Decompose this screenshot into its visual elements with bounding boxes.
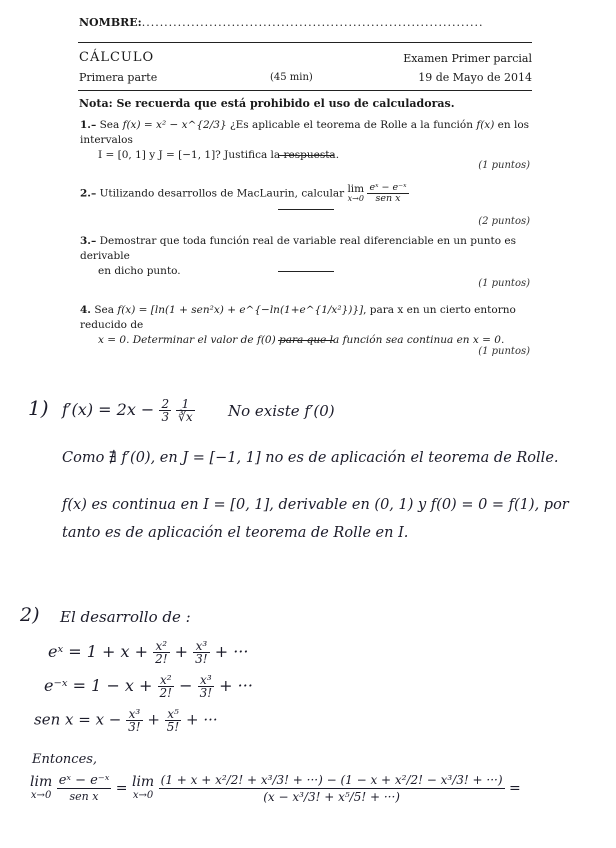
question-text: en dicho punto. xyxy=(98,265,181,277)
question-separator xyxy=(278,209,334,210)
fraction-numerator: x² xyxy=(153,640,169,653)
limit-fraction xyxy=(367,183,408,204)
question-math: f(x) xyxy=(476,119,495,131)
limit-operator xyxy=(347,184,364,204)
fraction-denominator: sen x xyxy=(69,790,99,803)
equals-sign: = xyxy=(115,780,128,797)
question-text: Sea xyxy=(99,119,123,131)
series-lhs: eˣ = 1 + x + xyxy=(48,642,148,661)
question-number: 2.– xyxy=(80,187,97,200)
limit-sub: x→0 xyxy=(30,789,52,801)
question-text: Utilizando desarrollos de MacLaurin, calcular xyxy=(99,187,348,200)
answer-1-no-existe: No existe f′(0) xyxy=(228,402,335,420)
question-separator xyxy=(278,155,334,156)
series-tail: + ··· xyxy=(219,676,253,695)
question-text: I = [0, 1] y J = [−1, 1]? Justifica la respuesta. xyxy=(98,149,340,161)
fraction-denominator: 2! xyxy=(159,686,173,700)
series-term xyxy=(165,708,181,733)
fraction-numerator: eˣ − e⁻ˣ xyxy=(369,182,407,193)
header-rule-top xyxy=(78,42,532,43)
name-label: NOMBRE: xyxy=(79,16,142,29)
exam-date: 19 de Mayo de 2014 xyxy=(418,71,532,84)
fraction-numerator: eˣ − e⁻ˣ xyxy=(58,773,110,788)
question-4 xyxy=(80,303,532,348)
answer-1-line3: f(x) es continua en I = [0, 1], derivable en (0, 1) y f(0) = 0 = f(1), por xyxy=(62,497,569,513)
question-text: , para x en un cierto entorno reducido de xyxy=(80,304,516,331)
fraction-numerator: x³ xyxy=(126,708,142,721)
limit-word: lim xyxy=(347,182,365,195)
exam-note: Nota: Se recuerda que está prohibido el uso de calculadoras. xyxy=(79,97,455,110)
fraction-numerator: x³ xyxy=(193,640,209,653)
fraction-numerator: x² xyxy=(158,674,174,687)
fraction-numerator: x³ xyxy=(198,674,214,687)
limit-word: lim xyxy=(131,773,155,790)
header-rule-bottom xyxy=(78,90,532,91)
fraction-denominator: (x − x³/3! + x⁵/5! + ···) xyxy=(263,790,400,804)
limit-sub: x→0 xyxy=(132,789,154,801)
question-number: 4. xyxy=(80,304,91,316)
limit-sub: x→0 xyxy=(347,193,364,203)
question-text: ¿Es aplicable el teorema de Rolle a la función xyxy=(226,119,477,131)
series-exp-neg: e⁻ˣ = 1 − x + $\frac{\text{x²}}{2!}$ − $\frac{\text{x³}}{3!}$ + ··· xyxy=(44,673,253,700)
fraction-denominator: 3 xyxy=(161,410,170,424)
derivative-lhs: f′(x) = 2x − xyxy=(62,400,155,419)
question-3 xyxy=(80,234,532,279)
limit-operator xyxy=(132,775,154,803)
fraction-numerator: 2 xyxy=(161,397,170,411)
question-math: f(x) = x² − x^{2/3} xyxy=(122,119,227,131)
question-points: (2 puntos) xyxy=(478,216,530,227)
series-term xyxy=(153,640,169,665)
equals-sign: = xyxy=(509,780,521,797)
subject-title: CÁLCULO xyxy=(79,50,155,65)
fraction-denominator: 3! xyxy=(128,720,141,734)
question-points: (1 puntos) xyxy=(478,346,530,357)
answer-1-line2: Como ∄ f′(0), en J = [−1, 1] no es de aplicación el teorema de Rolle. xyxy=(62,450,559,466)
limit-operator xyxy=(30,775,52,803)
question-math: f(x) = [ln(1 + sen²x) + e^{−ln(1+e^{1/x²})}] xyxy=(117,304,364,316)
question-number: 3.– xyxy=(80,235,97,247)
duration-label: (45 min) xyxy=(270,72,313,83)
limit-word: lim xyxy=(30,773,53,790)
fraction-denominator: 3! xyxy=(199,686,213,700)
limit-fraction xyxy=(57,773,112,804)
question-points: (1 puntos) xyxy=(478,160,530,171)
series-exp: eˣ = 1 + x + $\frac{\text{x²}}{2!}$ + $\frac{\text{x³}}{3!}$ + ··· xyxy=(48,639,249,666)
series-tail: + ··· xyxy=(186,710,218,729)
series-term xyxy=(193,640,209,665)
answer-1-line4: tanto es de aplicación el teorema de Rolle en I. xyxy=(62,525,409,541)
part-label: Primera parte xyxy=(79,71,158,84)
question-text: Demostrar que toda función real de variable real diferenciable en un punto es derivable xyxy=(80,235,517,262)
answer-1-number: 1) xyxy=(28,396,49,420)
derivative-fraction xyxy=(159,398,171,423)
question-points: (1 puntos) xyxy=(478,278,530,289)
exam-title: Examen Primer parcial xyxy=(403,52,532,65)
question-separator xyxy=(278,271,334,272)
fraction-denominator: 2! xyxy=(155,652,168,666)
name-field: NOMBRE:............................................................................ xyxy=(79,16,484,29)
series-lhs: sen x = x − xyxy=(34,710,122,729)
question-text: x = 0. Determinar el valor de f(0) para que la función sea continua en x = 0. xyxy=(98,334,505,346)
fraction-numerator: x⁵ xyxy=(165,708,181,721)
answer-2-number: 2) xyxy=(20,604,40,626)
answer-1-derivative xyxy=(62,398,195,423)
question-separator xyxy=(278,340,334,341)
series-lhs: e⁻ˣ = 1 − x + xyxy=(44,676,153,695)
fraction-denominator: 5! xyxy=(166,720,180,734)
question-text: Sea xyxy=(94,304,118,316)
question-1 xyxy=(80,118,532,163)
fraction-denominator: 3! xyxy=(195,652,208,666)
fraction-numerator: (1 + x + x²/2! + x³/3! + ···) − (1 − x + x²/2! − x³/3! + ···) xyxy=(160,773,503,787)
series-term xyxy=(158,674,174,699)
series-tail: + ··· xyxy=(214,642,249,661)
question-number: 1.– xyxy=(80,119,97,131)
answer-2-limit-equation xyxy=(30,772,521,805)
question-text: en los intervalos xyxy=(80,119,530,146)
question-2 xyxy=(80,183,532,204)
derivative-fraction xyxy=(176,398,194,423)
series-fraction xyxy=(159,772,505,805)
series-sin: sen x = x − $\frac{\text{x³}}{3!}$ + $\frac{\text{x⁵}}{5!}$ + ··· xyxy=(34,707,218,734)
series-term xyxy=(126,708,142,733)
series-term xyxy=(198,674,214,699)
fraction-denominator: sen x xyxy=(375,193,401,204)
answer-2-entonces: Entonces, xyxy=(32,752,98,767)
fraction-numerator: 1 xyxy=(176,398,194,411)
fraction-denominator: ∛x xyxy=(178,410,193,424)
answer-2-intro: El desarrollo de : xyxy=(60,608,191,626)
